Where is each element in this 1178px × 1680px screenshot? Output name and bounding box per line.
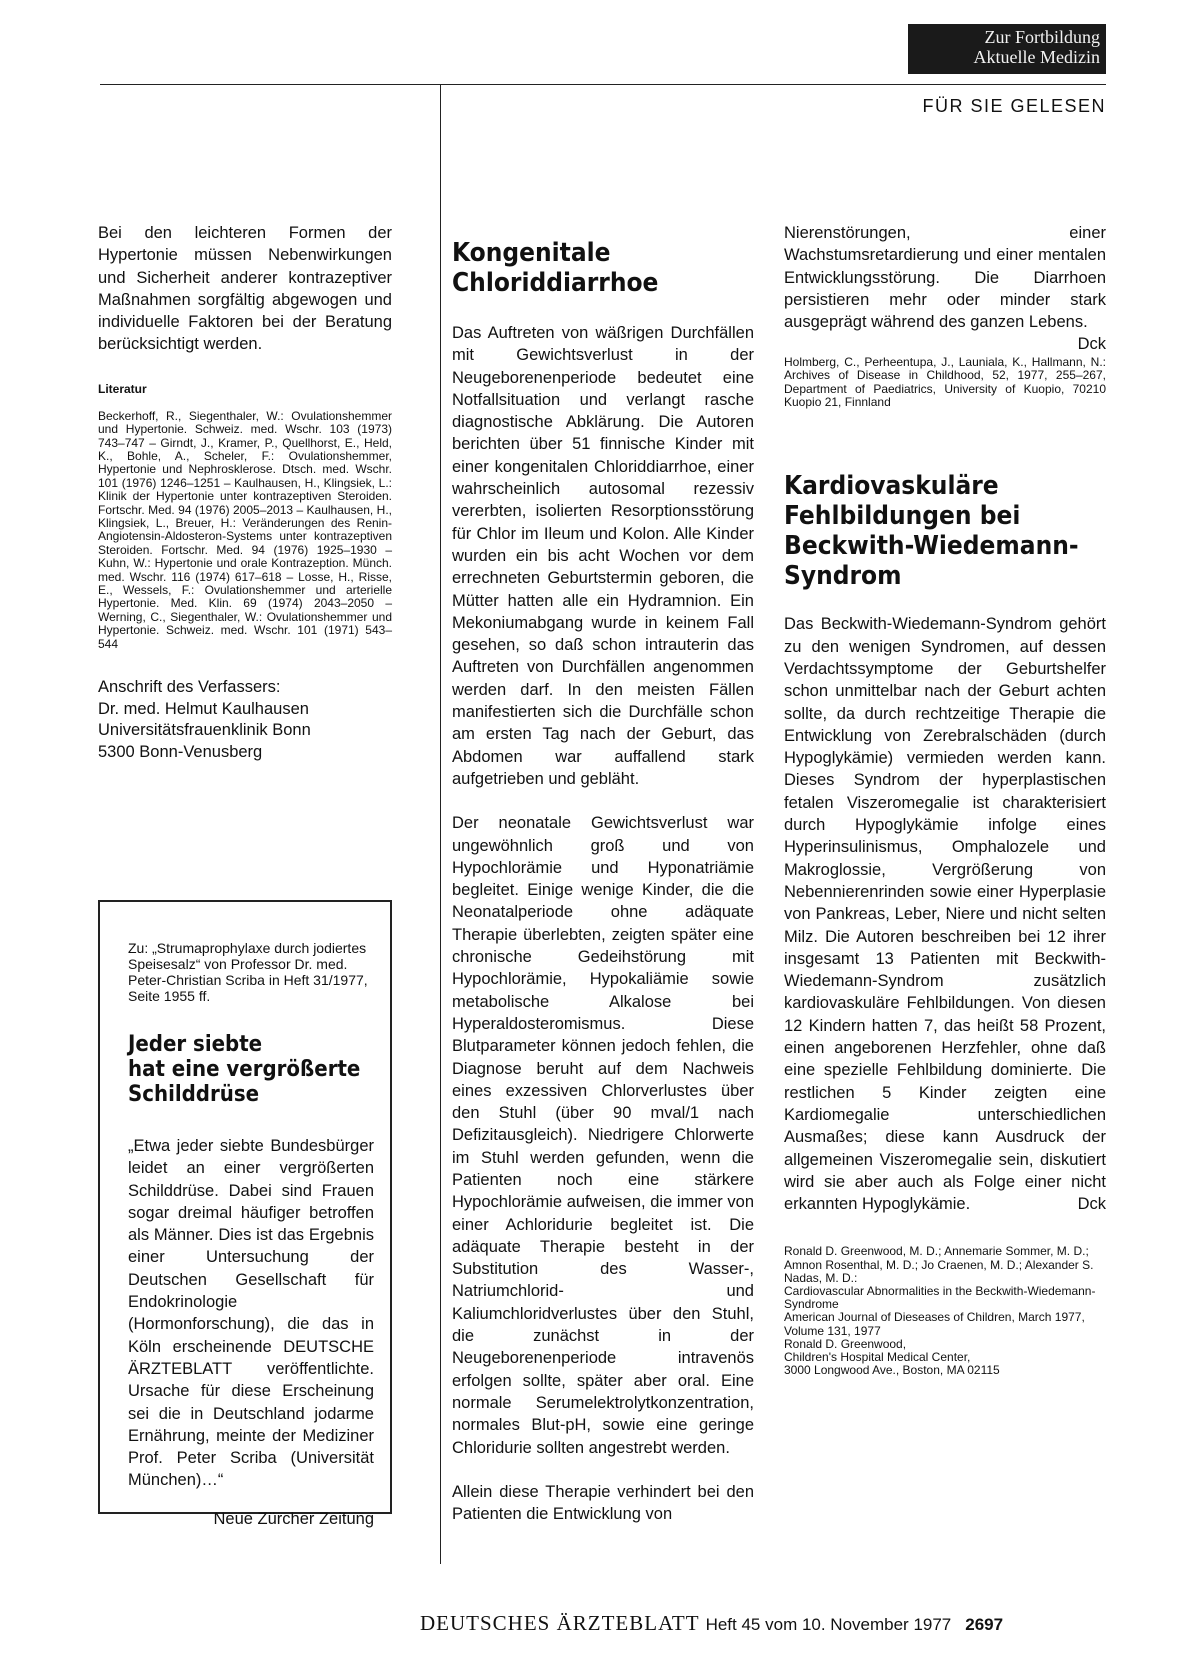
address-city: 5300 Bonn-Venusberg <box>98 742 263 761</box>
ref-center: Children's Hospital Medical Center, <box>784 1350 971 1365</box>
section-label: FÜR SIE GELESEN <box>922 96 1106 116</box>
reference-holmberg: Holmberg, C., Perheentupa, J., Launiala, K., Hallmann, N.: Archives of Disease in Childhood, 52, 1977, 255–267, Department of Paediatrics, University of Kuopio, 70210 Kuopio 21, Finnland <box>784 354 1106 409</box>
chloriddiarrhoe-paragraph-1: Das Auftreten von wäßrigen Durchfällen mit Gewichtsverlust in der Neugeborenenperiode bedeutet eine Notfallsituation und verlangt rasche diagnostische Abklärung. Die Autoren berichten über 51 finnische Kinder mit einer kongenitalen Chloriddiarrhoe, einer wahrscheinlich autosomal rezessiv vererbten, isolierten Resorptionsstörung für Chlor im Ileum und Kolon. Alle Kinder wurden ein bis acht Wochen vor dem errechneten Geburtstermin geboren, die Mütter hatten alle ein Hydramnion. Ein Mekoniumabgang wurde in keinem Fall gesehen, so daß schon intrauterin das Auftreten von Durchfällen angenommen werden darf. In den meisten Fällen manifestierten sich die Durchfälle schon am ersten Tag nach der Geburt, das Abdomen war auffallend stark aufgetrieben und gebläht. <box>452 324 754 788</box>
box-source: Neue Zürcher Zeitung <box>213 1510 374 1529</box>
left-paragraph: Bei den leichteren Formen der Hypertonie müssen Nebenwirkungen und Sicherheit anderer kontrazeptiver Maßnahmen sorgfältig abgewogen und individuelle Faktoren bei der Beratung berücksichtigt werden. <box>98 224 392 354</box>
title-line-2: Chloriddiarrhoe <box>452 268 659 298</box>
section-badge <box>908 24 1106 74</box>
journal-name: DEUTSCHES ÄRZTEBLATT <box>420 1611 700 1635</box>
issue-info: Heft 45 vom 10. November 1977 <box>705 1615 952 1634</box>
quote-box <box>98 900 392 1529</box>
ref-address: 3000 Longwood Ave., Boston, MA 02115 <box>784 1363 1000 1378</box>
beckwith-text: Das Beckwith-Wiedemann-Syndrom gehört zu den wenigen Syndromen, auf dessen Verdachtssymptome der Geburtshelfer schon unmittelbar nach der Geburt achten sollte, da durch rechtzeitige Therapie die Entwicklung von Zerebralschäden (durch Hypoglykämie) vermieden werden kann. Dieses Syndrom der hyperplastischen fetalen Viszeromegalie ist charakterisiert durch Hypoglykämie infolge eines Hyperinsulinismus, Omphalozele und Makroglossie, Vergrößerung von Nebennierenrinden sowie einer Hyperplasie von Pankreas, Leber, Niere und nicht selten Milz. Die Autoren beschreiben bei 12 ihrer insgesamt 13 Patienten mit Beckwith-Wiedemann-Syndrom zusätzlich kardiovaskuläre Fehlbildungen. Von diesen 12 Kindern hatten 7, das heißt 58 Prozent, einen angeborenen Herzfehler, ohne daß eine spezielle Fehlbildung dominierte. Die restlichen 5 Kinder zeigten eine Kardiomegalie unterschiedlichen Ausmaßes; diese kann Ausdruck der allgemeinen Viszeromegalie sein, diskutiert wird sie aber auch als Folge einer nicht erkannten Hypoglykämie. <box>784 615 1106 1214</box>
box-title-line-3: Schilddrüse <box>128 1082 260 1107</box>
box-title-line-2: hat eine vergrößerte <box>128 1057 361 1082</box>
author-address <box>98 677 392 763</box>
beckwith-paragraph <box>784 613 1106 1215</box>
continued-paragraph <box>784 222 1106 354</box>
right-column <box>784 222 1106 1377</box>
ref-title: Cardiovascular Abnormalities in the Beckwith-Wiedemann-Syndrome <box>784 1284 1096 1312</box>
quote-box-content <box>128 926 374 1547</box>
box-quote: „Etwa jeder siebte Bundesbürger leidet an einer vergrößerten Schilddrüse. Dabei sind Frauen sogar dreimal häufiger betroffen als Männer. Dies ist das Ergebnis einer Untersuchung der Deutschen Gesellschaft für Endokrinologie (Hormonforschung), die das in Köln erscheinende DEUTSCHE ÄRZTEBLATT veröffentlichte. Ursache für diese Erscheinung sei die in Deutschland jodarme Ernährung, meinte der Mediziner Prof. Peter Scriba (Universität München)…“ <box>128 1137 374 1490</box>
box-title-line-1: Jeder siebte <box>128 1032 263 1057</box>
middle-column <box>452 238 754 1525</box>
ref-journal: American Journal of Dieseases of Children, March 1977, Volume 131, 1977 <box>784 1310 1085 1338</box>
ref-contact: Ronald D. Greenwood, <box>784 1336 907 1351</box>
left-column <box>98 222 392 763</box>
literature-list: Beckerhoff, R., Siegenthaler, W.: Ovulationshemmer und Hypertonie. Schweiz. med. Wschr. 103 (1973) 743–747 – Girndt, J., Kramer, P., Quellhorst, E., Held, K., Bohle, A., Scheler, F.: Ovulationshemmer, Hypertonie und Nephrosklerose. Dtsch. med. Wschr. 101 (1976) 1246–1251 – Kaulhausen, H., Klingsiek, L.: Klinik der Hypertonie unter kontrazeptiven Steroiden. Fortschr. Med. 94 (1976) 2005–2013 – Kaulhausen, H., Klingsiek, L., Breuer, H.: Veränderungen des Renin-Angiotensin-Aldosteron-Systems unter kontrazeptiven Steroiden. Fortschr. Med. 94 (1976) 1925–1930 – Kuhn, W.: Hypertonie und orale Kontrazeption. Münch. med. Wschr. 116 (1974) 617–618 – Losse, H., Risse, E., Wessels, F.: Ovulationshemmer und arterielle Hypertonie. Med. Klin. 69 (1974) 2043–2050 – Werning, C., Siegenthaler, W.: Ovulationshemmer und Hypertonie. Schweiz. med. Wschr. 101 (1971) 543–544 <box>98 408 392 651</box>
top-rule <box>100 84 1106 85</box>
badge-line-2: Aktuelle Medizin <box>973 47 1100 67</box>
continued-text: Nierenstörungen, einer Wachstumsretardierung und einer mentalen Entwicklungsstörung. Die Diarrhoen persistieren mehr oder minder stark ausgeprägt während des ganzen Lebens. <box>784 224 1106 332</box>
address-institution: Universitätsfrauenklinik Bonn <box>98 721 311 740</box>
author-initials-1: Dck <box>1077 335 1106 354</box>
article-title-beckwith <box>784 471 1106 591</box>
article-title-chloriddiarrhoe <box>452 238 754 298</box>
reference-greenwood <box>784 1245 1106 1377</box>
title-line-1: Kardiovaskuläre <box>784 471 999 502</box>
author-initials-2: Dck <box>1077 1195 1106 1214</box>
chloriddiarrhoe-paragraph-2: Der neonatale Gewichtsverlust war ungewöhnlich groß und von Hypochlorämie und Hyponatriämie begleitet. Einige wenige Kinder, die die Neonatalperiode ohne adäquate Therapie überlebten, zeigten später eine chronische Gedeihstörung mit Hypochlorämie, Hypokaliämie sowie metabolische Alkalose bei Hyperaldosteromismus. Diese Blutparameter können jedoch fehlen, die Diagnose beruht auf dem Nachweis eines exzessiven Chlorverlustes über den Stuhl (über 90 mval/1 nach Defizitausgleich). Niedrigere Chlorwerte im Stuhl werden gefunden, wenn die Patienten noch eine stärkere Hypochlorämie aufweisen, die immer von einer Achloridurie begleitet ist. Die adäquate Therapie besteht in der Substitution des Wasser-, Natriumchlorid- und Kaliumchloridverlustes über den Stuhl, die zunächst in der Neugeborenenperiode intravenös erfolgen sollte, später aber oral. Eine normale Serumelektrolytkonzentration, normales Blut-pH, sowie eine geringe Chloridurie sollten angestrebt werden. <box>452 814 754 1457</box>
title-line-2: Fehlbildungen bei <box>784 501 1021 532</box>
title-line-3: Beckwith-Wiedemann- <box>784 531 1079 562</box>
page-footer <box>420 1611 1106 1636</box>
chloriddiarrhoe-paragraph-3: Allein diese Therapie verhindert bei den Patienten die Entwicklung von <box>452 1482 754 1524</box>
box-intro: Zu: „Strumaprophylaxe durch jodiertes Speisesalz“ von Professor Dr. med. Peter-Christian Scriba in Heft 31/1977, Seite 1955 ff. <box>128 940 368 1004</box>
literature-heading: Literatur <box>98 381 147 396</box>
title-line-4: Syndrom <box>784 561 902 592</box>
box-title <box>128 1032 374 1107</box>
title-line-1: Kongenitale <box>452 238 611 268</box>
address-name: Dr. med. Helmut Kaulhausen <box>98 699 309 718</box>
column-divider <box>440 84 441 1564</box>
page-number: 2697 <box>965 1615 1004 1634</box>
badge-line-1: Zur Fortbildung <box>984 27 1100 47</box>
address-label: Anschrift des Verfassers: <box>98 678 281 697</box>
ref-authors: Ronald D. Greenwood, M. D.; Annemarie Sommer, M. D.; Amnon Rosenthal, M. D.; Jo Craenen, M. D.; Alexander S. Nadas, M. D.: <box>784 1244 1094 1285</box>
